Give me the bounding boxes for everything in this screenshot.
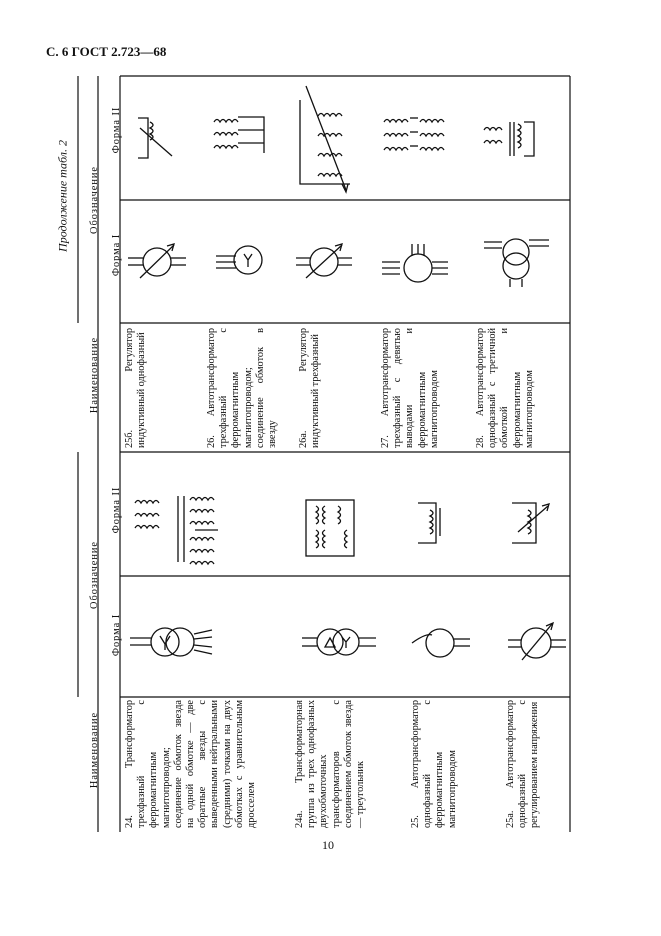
- symbol-26a-form2: [300, 86, 350, 192]
- symbol-28-form1: [484, 239, 549, 287]
- symbol-26a-form1: [296, 244, 352, 278]
- row-27-name: 27. Автотрансформатор трехфазный с девятью выводами и ферромагнитным магнитопроводом: [380, 328, 440, 448]
- row-26a-name: 26а. Регулятор индуктивный трехфазный: [298, 328, 322, 448]
- symbol-27-form2: [384, 118, 444, 150]
- symbol-24-form2: [135, 496, 218, 564]
- symbol-25-form1: [412, 629, 470, 657]
- symbol-25b-form1: [128, 244, 186, 278]
- row-24a-name: 24а. Трансформаторная группа из трех однофазных двухобмоточных трансформаторов с соединением обмоток звезда — треугольник: [294, 700, 367, 828]
- symbol-26-form1: [216, 246, 262, 274]
- continuation-label: Продолжение табл. 2: [55, 140, 70, 252]
- symbol-28-form2: [484, 122, 534, 156]
- row-25a-name: 25а. Автотрансформатор однофазный с регулированием напряжения: [505, 700, 541, 828]
- row-28-name: 28. Автотрансформатор однофазный с третичной обмоткой и ферромагнитным магнитопроводом: [475, 328, 535, 448]
- header-designation-top: Обозначение: [89, 166, 100, 234]
- symbol-24a-form1: [302, 629, 376, 655]
- symbol-25b-form2: [138, 118, 172, 158]
- header-name-top: Наименование: [89, 336, 100, 414]
- symbol-25a-form2: [512, 503, 549, 543]
- header-form1-bottom: Форма I: [111, 613, 122, 657]
- row-24-name: 24. Трансформатор трехфазный с ферромагнитным магнитопроводом; соединение обмоток звезда на одной обмотке — две обратные звезды с выведенными нейтральными (средними) точками на двух обмотках с уравнительным дросселем: [124, 700, 258, 828]
- symbol-24-form1: [130, 628, 212, 656]
- row-26-name: 26. Автотрансформатор трехфазный с ферромагнитным магнитопроводом; соединение обмоток в звезду: [206, 328, 279, 448]
- header-form1-top: Форма I: [111, 233, 122, 277]
- header-form2-top: Форма II: [111, 106, 122, 154]
- header-form2-bottom: Форма II: [111, 486, 122, 534]
- row-25-name: 25. Автотрансформатор однофазный с ферромагнитным магнитопроводом: [410, 700, 458, 828]
- symbol-26-form2: [214, 117, 264, 153]
- header-name-bottom: Наименование: [89, 711, 100, 789]
- symbol-27-form1: [382, 244, 448, 282]
- symbol-25a-form1: [508, 623, 566, 660]
- header-designation-bottom: Обозначение: [89, 541, 100, 609]
- row-25b-name: 25б. Регулятор индуктивный однофазный: [124, 328, 148, 448]
- symbol-25-form2: [418, 503, 440, 543]
- page-number: 10: [322, 838, 334, 852]
- document-header: С. 6 ГОСТ 2.723—68: [46, 44, 167, 59]
- symbol-24a-form2: [306, 500, 354, 556]
